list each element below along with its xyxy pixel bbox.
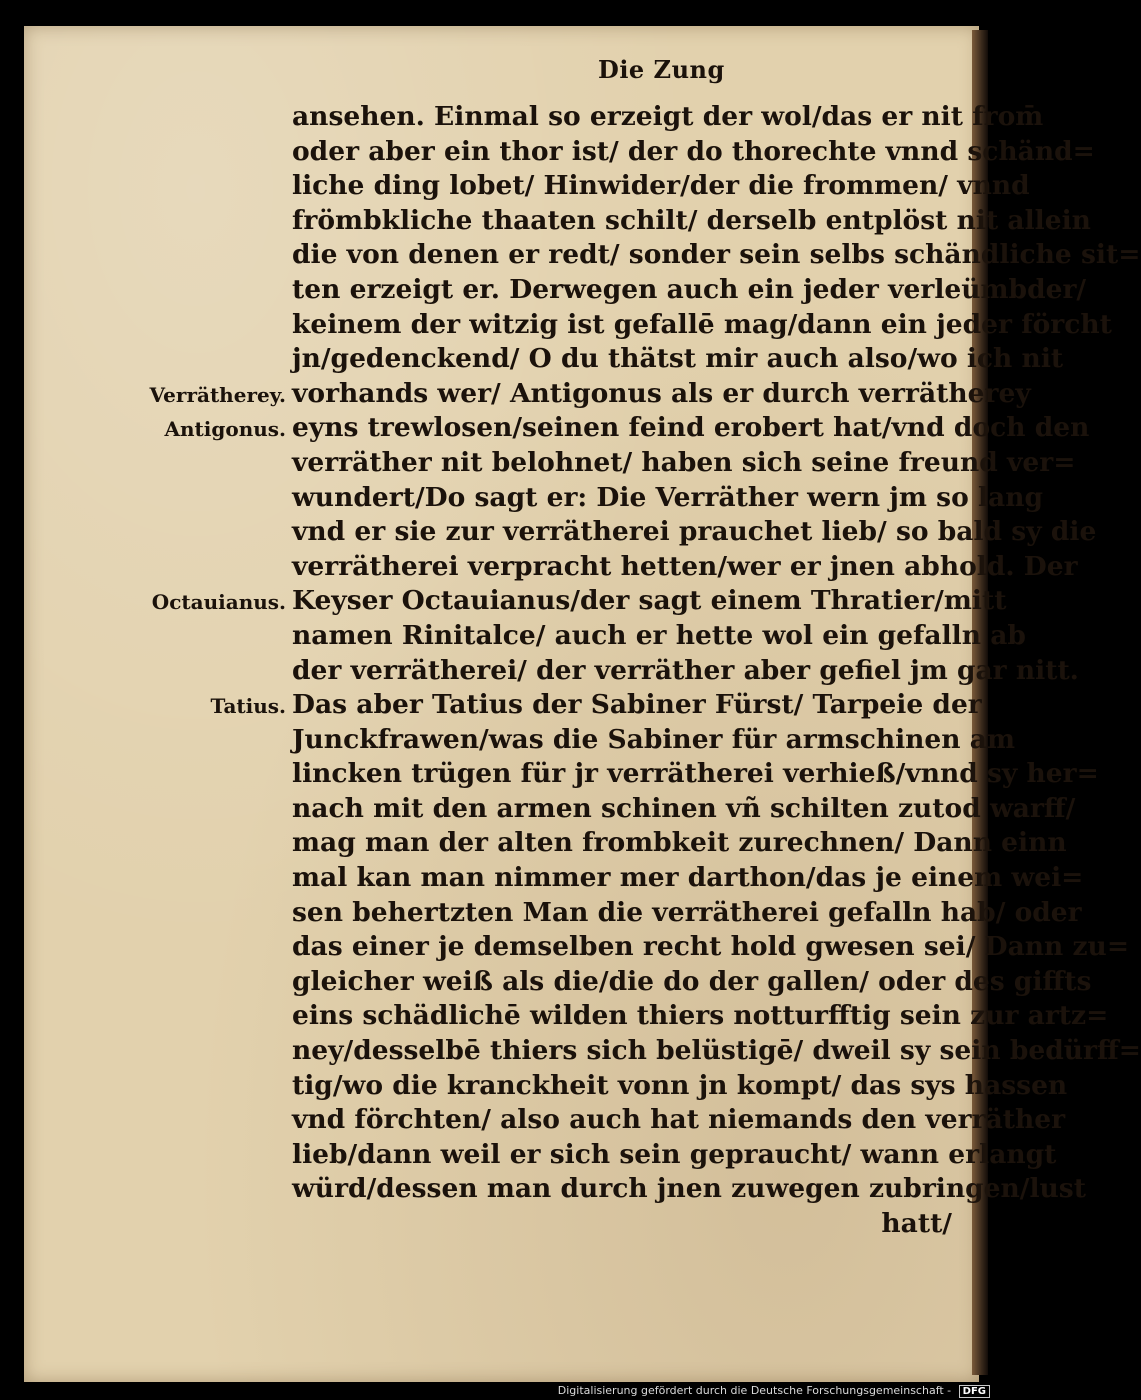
text-line: sen behertzten Man die verrätherei gefalln hab/ oder bbox=[292, 896, 1082, 928]
text-line: das einer je demselben recht hold gwesen sei/ Dann zu= bbox=[292, 931, 1130, 963]
text-line: ansehen. Einmal so erzeigt der wol/das er nit from̄ bbox=[292, 101, 1044, 132]
text-line: Junckfrawen/was die Sabiner für armschinen am bbox=[292, 723, 1015, 755]
text-line: frömbkliche thaaten schilt/ derselb entplöst nit allein bbox=[292, 204, 1091, 236]
text-line: Keyser Octauianus/der sagt einem Thratier/mitt bbox=[292, 585, 1007, 617]
text-line: jn/gedenckend/ O du thätst mir auch also/wo ich nit bbox=[292, 343, 1064, 375]
text-line: wundert/Do sagt er: Die Verräther wern jm so lang bbox=[292, 481, 1044, 513]
text-line: vnd er sie zur verrätherei prauchet lieb/ so bald sy die bbox=[292, 516, 1097, 548]
marginal-note: Octauianus. bbox=[151, 590, 286, 615]
text-line: keinem der witzig ist gefallē mag/dann ein jeder förcht bbox=[292, 308, 1112, 340]
text-line: ney/desselbē thiers sich belüstigē/ dweil sy sein bedürff= bbox=[292, 1035, 1141, 1067]
text-line: mag man der alten frombkeit zurechnen/ Dann einn bbox=[292, 827, 1067, 859]
text-line: vorhands wer/ Antigonus als er durch verrätherey bbox=[292, 377, 1031, 409]
text-line: namen Rinitalce/ auch er hette wol ein gefalln ab bbox=[292, 619, 1026, 651]
text-line: die von denen er redt/ sonder sein selbs schändliche sit= bbox=[292, 239, 1141, 271]
body-text bbox=[292, 100, 1141, 1242]
text-line: liche ding lobet/ Hinwider/der die frommen/ vnnd bbox=[292, 170, 1030, 202]
dfg-logo: DFG bbox=[959, 1385, 990, 1398]
text-line: verräther nit belohnet/ haben sich seine freund ver= bbox=[292, 446, 1076, 478]
text-line: eins schädlichē wilden thiers notturfftig sein zur artz= bbox=[292, 1000, 1109, 1032]
text-line: oder aber ein thor ist/ der do thorechte vnnd schänd= bbox=[292, 135, 1095, 167]
marginal-note: Tatius. bbox=[210, 694, 286, 719]
text-line: hatt/ bbox=[881, 1208, 952, 1239]
text-line: Das aber Tatius der Sabiner Fürst/ Tarpeie der bbox=[292, 689, 982, 721]
text-line: der verrätherei/ der verräther aber gefiel jm gar nitt. bbox=[292, 654, 1079, 686]
text-line: ten erzeigt er. Derwegen auch ein jeder verleümbder/ bbox=[292, 273, 1087, 305]
footer-credit-text: Digitalisierung gefördert durch die Deutsche Forschungsgemeinschaft - bbox=[557, 1384, 952, 1397]
text-line: mal kan man nimmer mer darthon/das je einem wei= bbox=[292, 862, 1084, 894]
text-line: würd/dessen man durch jnen zuwegen zubringen/lust bbox=[292, 1173, 1086, 1205]
text-line: verrätherei verpracht hetten/wer er jnen abhold. Der bbox=[292, 550, 1078, 582]
text-line: vnd förchten/ also auch hat niemands den verräther bbox=[292, 1104, 1066, 1136]
marginal-note: Antigonus. bbox=[164, 417, 286, 442]
text-line: gleicher weiß als die/die do der gallen/ oder des giffts bbox=[292, 965, 1092, 997]
text-line: nach mit den armen schinen vñ schilten zutod warff/ bbox=[292, 792, 1076, 824]
footer-credit bbox=[558, 1384, 990, 1398]
text-line: eyns trewlosen/seinen feind erobert hat/vnd doch den bbox=[292, 412, 1090, 444]
text-line: lieb/dann weil er sich sein gepraucht/ wann erlangt bbox=[292, 1138, 1057, 1170]
running-head: Die Zung bbox=[598, 55, 725, 84]
marginal-note: Verrätherey. bbox=[149, 382, 286, 407]
text-line: lincken trügen für jr verrätherei verhieß/vnnd sy her= bbox=[292, 758, 1099, 790]
text-line: tig/wo die kranckheit vonn jn kompt/ das sys hassen bbox=[292, 1069, 1068, 1101]
